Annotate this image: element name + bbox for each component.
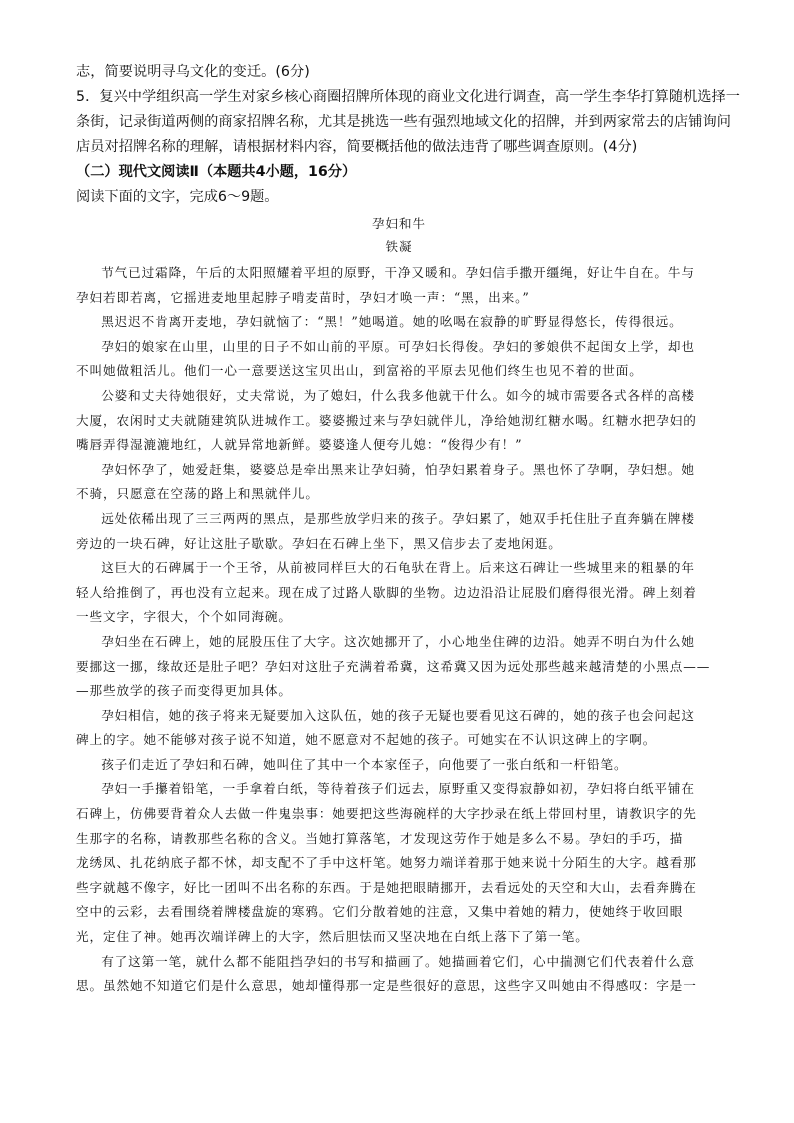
paragraph-line: 节气已过霜降，午后的太阳照耀着平坦的原野，干净又暖和。孕妇信手撒开缰绳，好让牛自在。牛与 bbox=[101, 265, 695, 280]
question-line: 5．复兴中学组织高一学生对家乡核心商圈招牌所体现的商业文化进行调查，高一学生李华打算随机选择一 bbox=[76, 89, 741, 105]
paragraph-line: 些字就越不像字，好比一团叫不出名称的东西。于是她把眼睛挪开，去看远处的天空和大山，去看奔腾在 bbox=[76, 879, 697, 895]
paragraph-line: 轻人给推倒了，再也没有立起来。现在成了过路人歇脚的坐物。边边沿沿让屁股们磨得很光滑。碑上刻着 bbox=[76, 584, 697, 600]
section-instruction: 阅读下面的文字，完成6～9题。 bbox=[76, 189, 279, 205]
question-line: 志，简要说明寻乌文化的变迁。(6分) bbox=[76, 64, 310, 80]
paragraph-line: 光，定住了神。她再次端详碑上的大字，然后胆怯而又坚决地在白纸上落下了第一笔。 bbox=[76, 929, 589, 945]
paragraph-line: 公婆和丈夫待她很好，丈夫常说，为了媳妇，什么我多他就干什么。如今的城市需要各式各样的高楼 bbox=[101, 387, 695, 403]
paragraph-line: 黑迟迟不肯离开麦地，孕妇就恼了：“黑！”她喝道。她的吆喝在寂静的旷野显得悠长，传得很远。 bbox=[101, 314, 683, 330]
paragraph-line: 孕妇相信，她的孩子将来无疑要加入这队伍，她的孩子无疑也要看见这石碑的，她的孩子也会问起这 bbox=[101, 707, 695, 723]
paragraph-line: 不叫她做粗活儿。他们一心一意要送这宝贝出山，到富裕的平原去见他们终生也见不着的世面。 bbox=[76, 363, 643, 379]
questions-block bbox=[76, 60, 741, 160]
story-author: 铁凝 bbox=[385, 239, 413, 254]
paragraph-line: 空中的云彩，去看围绕着牌楼盘旋的寒鸦。它们分散着她的注意，又集中着她的精力，使她终于收回眼 bbox=[76, 904, 684, 920]
story-title: 孕妇和牛 bbox=[371, 216, 426, 231]
paragraph-line: 思。虽然她不知道它们是什么意思，她却懂得那一定是些很好的意思，这些字又叫她由不得感叹：字是一 bbox=[76, 978, 697, 994]
paragraph-line: 旁边的一块石碑，好让这肚子歇歇。孕妇在石碑上坐下，黑又信步去了麦地闲逛。 bbox=[76, 535, 562, 551]
paragraph-line: 孕妇的娘家在山里，山里的日子不如山前的平原。可孕妇长得俊。孕妇的爹娘供不起闺女上学，却也 bbox=[101, 338, 695, 354]
paragraph-line: 孩子们走近了孕妇和石碑，她叫住了其中一个本家侄子，向他要了一张白纸和一杆铅笔。 bbox=[101, 756, 628, 772]
question-line: 店员对招牌名称的理解，请根据材料内容，简要概括他的做法违背了哪些调查原则。(4分) bbox=[76, 139, 638, 155]
question-line: 条街，记录街道两侧的商家招牌名称，尤其是挑选一些有强烈地域文化的招牌，并到两家常去的店铺询问 bbox=[76, 114, 731, 130]
paragraph-line: 石碑上，仿佛要背着众人去做一件鬼祟事：她要把这些海碗样的大字抄录在纸上带回村里，请教识字的先 bbox=[76, 806, 697, 822]
paragraph-line: 这巨大的石碑属于一个王爷，从前被同样巨大的石龟驮在背上。后来这石碑让一些城里来的粗暴的年 bbox=[101, 560, 695, 576]
section-heading: （二）现代文阅读Ⅱ（本题共4小题，16分） bbox=[76, 164, 357, 180]
paragraph-line: 龙绣凤、扎花纳底子都不怵，却支配不了手中这杆笔。她努力端详着那于她来说十分陌生的大字。越看那 bbox=[76, 855, 697, 871]
paragraph-line: 大厦，农闲时丈夫就随建筑队进城作工。婆婆搬过来与孕妇就伴儿，净给她沏红糖水喝。红糖水把孕妇的 bbox=[76, 412, 697, 428]
document-page bbox=[76, 60, 741, 999]
paragraph-line: 要挪这一挪，缘故还是肚子吧？孕妇对这肚子充满着希冀，这希冀又因为远处那些越来越清楚的小黑点—— bbox=[76, 658, 711, 674]
paragraph-line: —那些放学的孩子而变得更加具体。 bbox=[76, 683, 292, 699]
paragraph-line: 孕妇若即若离，它摇进麦地里起脖子啃麦苗时，孕妇才唤一声：“黑，出来。” bbox=[76, 289, 530, 305]
paragraph-line: 不骑，只愿意在空荡的路上和黑就伴儿。 bbox=[76, 486, 319, 502]
paragraph-line: 孕妇一手攥着铅笔，一手拿着白纸，等待着孩子们远去，原野重又变得寂静如初，孕妇将白纸平铺在 bbox=[101, 781, 695, 797]
paragraph-line: 孕妇坐在石碑上，她的屁股压住了大字。这次她挪开了，小心地坐住碑的边沿。她弄不明白为什么她 bbox=[101, 633, 695, 649]
paragraph-line: 嘴唇弄得湿漉漉地红，人就异常地新鲜。婆婆逢人便夸儿媳：“俊得少有！” bbox=[76, 437, 523, 453]
paragraph-line: 孕妇怀孕了，她爱赶集，婆婆总是牵出黑来让孕妇骑，怕孕妇累着身子。黑也怀了孕啊，孕妇想。她 bbox=[101, 461, 695, 477]
story-body bbox=[76, 261, 722, 999]
paragraph-line: 远处依稀出现了三三两两的黑点，是那些放学归来的孩子。孕妇累了，她双手托住肚子直奔躺在牌楼 bbox=[101, 510, 695, 526]
paragraph-line: 生那字的名称，请教那些名称的含义。当她打算落笔，才发现这劳作于她是多么不易。孕妇的手巧，描 bbox=[76, 830, 684, 846]
paragraph-line: 一些文字，字很大，个个如同海碗。 bbox=[76, 609, 292, 625]
paragraph-line: 碑上的字。她不能够对孩子说不知道，她不愿意对不起她的孩子。可她实在不认识这碑上的字啊。 bbox=[76, 732, 657, 748]
paragraph-line: 有了这第一笔，就什么都不能阻挡孕妇的书写和描画了。她描画着它们，心中揣测它们代表着什么意 bbox=[101, 953, 695, 969]
